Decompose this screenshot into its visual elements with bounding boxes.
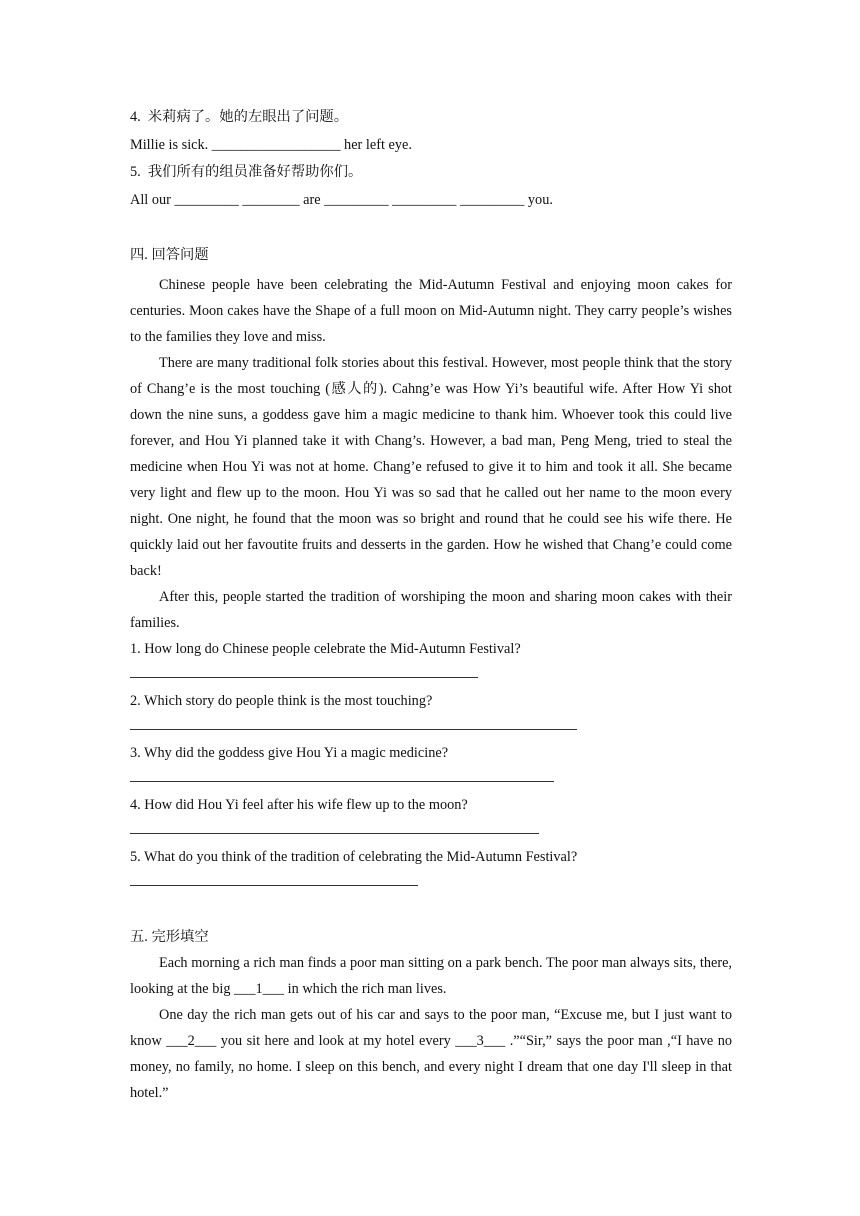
reading-paragraph-1: Chinese people have been celebrating the Mid-Autumn Festival and enjoying moon cakes for centuries. Moon cakes have the Shape of a full moon on Mid-Autumn night. They carry people’s wishes to the families they love and miss.	[130, 277, 732, 345]
translation-5-chinese: 5. 我们所有的组员准备好帮助你们。	[130, 164, 363, 180]
reading-paragraph-2: There are many traditional folk stories about this festival. However, most people think that the story of Chang’e is the most touching (感人的). Cahng’e was How Yi’s beautiful wife. After How Yi shot down the nine suns, a goddess gave him a magic medicine to thank him. Whoever took this could live forever, and Hou Yi planned take it with Chang’s. However, a bad man, Peng Meng, tried to steal the medicine when Hou Yi was not at home. Chang’e refused to give it to him and took it all. She became very light and flew up to the moon. Hou Yi was so sad that he called out her name to the moon every night. One night, he found that the moon was so bright and round that he could see his wife there. He quickly laid out her favoutite fruits and desserts in the garden. How he wished that Chang’e could come back!	[130, 355, 732, 579]
question-5: 5. What do you think of the tradition of celebrating the Mid-Autumn Festival?	[130, 849, 578, 865]
question-2: 2. Which story do people think is the most touching?	[130, 693, 433, 709]
section-5-heading: 五. 完形填空	[130, 929, 209, 945]
translation-5-english: All our _________ ________ are _________ _________ _________ you.	[130, 191, 553, 208]
cloze-paragraph-2: One day the rich man gets out of his car and says to the poor man, “Excuse me, but I just want to know ___2___ you sit here and look at my hotel every ___3___ .”“Sir,” says the poor man ,“I have no money, no family, no home. I sleep on this bench, and every night I dream that one day I'll sleep in that hotel.”	[130, 1007, 732, 1101]
translation-4-chinese: 4. 米莉病了。她的左眼出了问题。	[130, 109, 349, 125]
answer-line-4[interactable]	[130, 818, 732, 844]
question-1: 1. How long do Chinese people celebrate the Mid-Autumn Festival?	[130, 641, 521, 657]
answer-line-1[interactable]	[130, 662, 732, 688]
cloze-paragraph-1: Each morning a rich man finds a poor man sitting on a park bench. The poor man always sits, there, looking at the big ___1___ in which the rich man lives.	[130, 955, 732, 997]
answer-line-3[interactable]	[130, 766, 732, 792]
translation-4-english: Millie is sick. __________________ her left eye.	[130, 136, 412, 153]
section-4-heading: 四. 回答问题	[130, 247, 209, 263]
reading-paragraph-3: After this, people started the tradition of worshiping the moon and sharing moon cakes with their families.	[130, 589, 732, 631]
page-content	[130, 104, 732, 1106]
question-3: 3. Why did the goddess give Hou Yi a magic medicine?	[130, 745, 449, 761]
question-4: 4. How did Hou Yi feel after his wife flew up to the moon?	[130, 797, 468, 813]
answer-line-5[interactable]	[130, 870, 732, 896]
answer-line-2[interactable]	[130, 714, 732, 740]
